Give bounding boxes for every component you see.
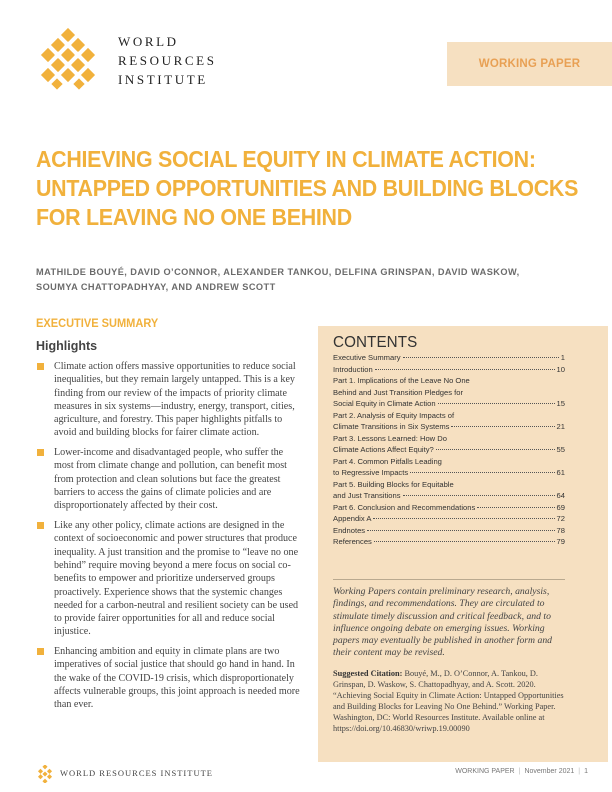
toc-line <box>333 398 565 410</box>
toc-entry-text: Appendix A <box>333 514 372 523</box>
toc-page-number: 72 <box>556 514 565 523</box>
footer-org-name: WORLD RESOURCES INSTITUTE <box>60 768 213 778</box>
toc-line <box>333 502 565 514</box>
toc-entry-text: Climate Transitions in Six Systems <box>333 422 450 431</box>
highlight-item: Like any other policy, climate actions are designed in the context of socioeconomic and power structures that produce inequality. A just transition and the promise to “leave no one behind” require moving beyond a mere focus on social co-benefits to empower and prioritize underserved groups proactively. Experience shows that the systemic changes needed for a carbon-neutral and resilient society can be used to provide fairer opportunities for all and reduce social injustice. <box>36 519 304 639</box>
toc-leader <box>410 472 554 473</box>
toc-leader <box>436 449 555 450</box>
toc-entry-text: Behind and Just Transition Pledges for <box>333 387 464 397</box>
author-list: MATHILDE BOUYÉ, DAVID O’CONNOR, ALEXANDER TANKOU, DELFINA GRINSPAN, DAVID WASKOW, SOUMYA CHATTOPADHYAY, AND ANDREW SCOTT <box>36 267 520 292</box>
toc-leader <box>477 507 554 508</box>
toc-page-number: 15 <box>556 399 565 408</box>
toc-leader <box>374 541 555 542</box>
toc-leader <box>451 426 554 427</box>
toc-page-number: 79 <box>556 537 565 546</box>
toc-entry-text: Social Equity in Climate Action <box>333 399 436 408</box>
toc-leader <box>375 369 555 370</box>
toc-entry-text: Part 2. Analysis of Equity Impacts of <box>333 410 455 420</box>
toc-page-number: 78 <box>556 525 565 535</box>
toc-entry-text: Part 5. Building Blocks for Equitable <box>333 479 454 489</box>
title-line: UNTAPPED OPPORTUNITIES AND BUILDING BLOCKS <box>36 175 579 201</box>
toc-entry-text: Part 4. Common Pitfalls Leading <box>333 456 442 466</box>
toc-line <box>333 479 565 491</box>
toc-leader <box>403 357 559 358</box>
toc-line <box>333 513 565 525</box>
toc-line <box>333 352 565 364</box>
highlights-list <box>36 360 304 718</box>
toc-line <box>333 364 565 376</box>
toc-entry-text: Part 6. Conclusion and Recommendations <box>333 502 476 512</box>
toc-line <box>333 444 565 456</box>
working-paper-note: Working Papers contain preliminary research, analysis, findings, and recommendations. They are circulated to stimulate timely discussion and critical feedback, and to influence ongoing debate on emerging issues. Working papers may eventually be published in another form and their content may be revised. <box>333 586 553 659</box>
wri-wordmark: WORLD RESOURCES INSTITUTE <box>118 34 217 87</box>
toc-entry-text: Part 3. Lessons Learned: How Do <box>333 433 447 443</box>
footer-date: November 2021 <box>524 768 575 775</box>
toc-entry-text: Part 1. Implications of the Leave No One <box>333 376 470 385</box>
toc-page-number: 55 <box>556 445 565 454</box>
toc-entry-text: Introduction <box>333 364 373 374</box>
toc-line <box>333 536 565 548</box>
toc-entry-text: Executive Summary <box>333 353 401 362</box>
toc-page-number: 61 <box>556 468 565 477</box>
highlight-item: Enhancing ambition and equity in climate plans are two imperatives of social justice that should go hand in hand. In the wake of the COVID-19 crisis, which disproportionately affects vulnerable groups, this joint approach is needed more than ever. <box>36 645 304 711</box>
toc-entry-text: Endnotes <box>333 525 366 535</box>
wri-footer-logo-icon <box>36 765 54 783</box>
title-line: ACHIEVING SOCIAL EQUITY IN CLIMATE ACTION: <box>36 146 536 172</box>
bullet-square-icon <box>37 363 44 370</box>
footer-meta: WORKING PAPER | November 2021 | 1 <box>455 768 588 775</box>
toc-entry-text: and Just Transitions <box>333 491 401 500</box>
toc-leader <box>438 403 555 404</box>
toc-line <box>333 456 565 468</box>
toc-page-number: 64 <box>556 491 565 500</box>
paper-title <box>36 145 579 232</box>
toc-line <box>333 421 565 433</box>
toc-entry-text: References <box>333 537 372 546</box>
toc-page-number: 21 <box>556 422 565 431</box>
highlight-item: Climate action offers massive opportunities to reduce social inequalities, but they remain largely untapped. This is a key finding from our review of the impacts of priority climate measures in six systems—industry, energy, transport, cities, agriculture, and forestry. This paper highlights pitfalls to avoid and building blocks for fairer climate action. <box>36 360 304 440</box>
toc-page-number: 1 <box>560 353 565 362</box>
executive-summary-heading: EXECUTIVE SUMMARY <box>36 316 159 330</box>
toc-leader <box>403 495 555 496</box>
toc-line <box>333 375 565 387</box>
footer-label: WORKING PAPER <box>455 768 515 775</box>
toc-page-number: 10 <box>556 364 565 374</box>
toc-line <box>333 467 565 479</box>
toc-leader <box>367 530 554 531</box>
toc-entry-text: Climate Actions Affect Equity? <box>333 445 434 454</box>
wri-logo <box>36 28 256 88</box>
table-of-contents <box>333 352 565 548</box>
highlight-item: Lower-income and disadvantaged people, who suffer the most from climate change and pollution, can benefit most from protection and clean solutions but face the greatest barriers to access the gains of climate policies and are disproportionately affected by their cost. <box>36 446 304 512</box>
bullet-square-icon <box>37 648 44 655</box>
wri-logo-icon <box>36 28 100 92</box>
toc-line <box>333 490 565 502</box>
toc-entry-text: to Regressive Impacts <box>333 468 409 477</box>
toc-line <box>333 387 565 399</box>
page-number: 1 <box>584 768 588 775</box>
contents-heading: CONTENTS <box>333 334 418 351</box>
title-line: FOR LEAVING NO ONE BEHIND <box>36 204 352 230</box>
contents-panel <box>318 326 608 762</box>
bullet-square-icon <box>37 449 44 456</box>
toc-line <box>333 433 565 445</box>
toc-leader <box>373 518 554 519</box>
highlights-heading: Highlights <box>36 339 98 353</box>
toc-line <box>333 410 565 422</box>
toc-page-number: 69 <box>556 502 565 512</box>
contents-divider <box>333 579 565 580</box>
bullet-square-icon <box>37 522 44 529</box>
toc-line <box>333 525 565 537</box>
working-paper-tag: WORKING PAPER <box>447 42 612 86</box>
suggested-citation: Suggested Citation: Bouyé, M., D. O’Connor, A. Tankou, D. Grinspan, D. Waskow, S. Chattopadhyay, and A. Scott. 2020. “Achieving Social Equity in Climate Action: Untapped Opportunities and Building Blocks for Leaving No One Behind.” Working Paper. Washington, DC: World Resources Institute. Available online at https://doi.org/10.46830/wriwp.19.00090 <box>333 669 564 733</box>
